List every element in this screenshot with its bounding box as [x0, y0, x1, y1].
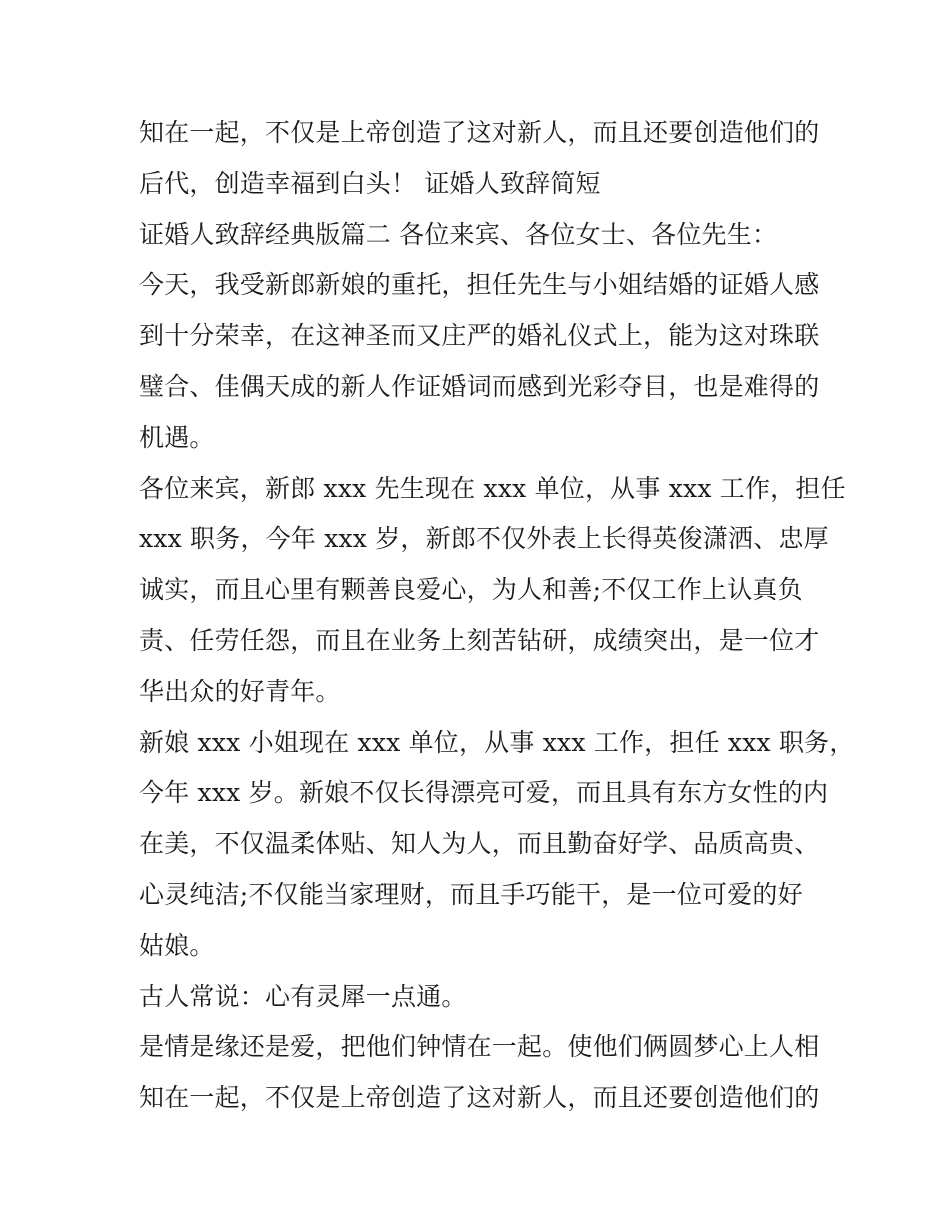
text-line: 今天，我受新郎新娘的重托，担任先生与小姐结婚的证婚人感 [139, 270, 820, 300]
text-line: 心灵纯洁;不仅能当家理财，而且手巧能干，是一位可爱的好 [139, 879, 803, 909]
text-line: 今年 xxx 岁。新娘不仅长得漂亮可爱，而且具有东方女性的内 [139, 778, 829, 808]
document-body [139, 108, 855, 1124]
text-line: 诚实，而且心里有颗善良爱心，为人和善;不仅工作上认真负 [139, 575, 803, 605]
text-line: 到十分荣幸，在这神圣而又庄严的婚礼仪式上，能为这对珠联 [139, 321, 820, 351]
text-line: 新娘 xxx 小姐现在 xxx 单位，从事 xxx 工作，担任 xxx 职务， [139, 727, 855, 757]
text-line: 知在一起，不仅是上帝创造了这对新人，而且还要创造他们的 [139, 1083, 820, 1113]
text-line: 责、任劳任怨，而且在业务上刻苦钻研，成绩突出，是一位才 [139, 625, 820, 655]
text-line: 璧合、佳偶天成的新人作证婚词而感到光彩夺目，也是难得的 [139, 371, 820, 401]
text-line: 在美，不仅温柔体贴、知人为人，而且勤奋好学、品质高贵、 [139, 829, 820, 859]
text-line: 证婚人致辞经典版篇二 各位来宾、各位女士、各位先生： [139, 219, 778, 249]
text-line: 各位来宾，新郎 xxx 先生现在 xxx 单位，从事 xxx 工作，担任 [139, 473, 846, 503]
text-line: xxx 职务，今年 xxx 岁，新郎不仅外表上长得英俊潇洒、忠厚 [139, 524, 829, 554]
text-line: 知在一起，不仅是上帝创造了这对新人，而且还要创造他们的 [139, 118, 820, 147]
text-line: 古人常说：心有灵犀一点通。 [139, 981, 467, 1011]
text-line: 姑娘。 [139, 930, 215, 960]
text-line: 机遇。 [139, 422, 215, 452]
text-line: 华出众的好青年。 [139, 676, 341, 706]
text-line: 是情是缘还是爱，把他们钟情在一起。使他们俩圆梦心上人相 [139, 1032, 820, 1062]
text-line: 后代，创造幸福到白头！ 证婚人致辞简短 [139, 168, 601, 198]
